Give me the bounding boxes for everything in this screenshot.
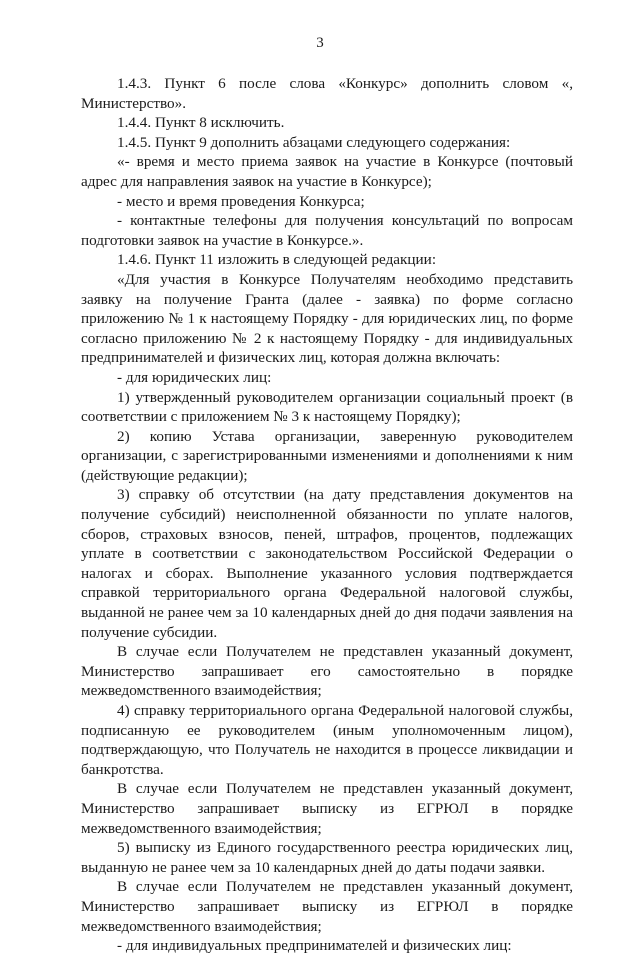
paragraph-1-4-5: 1.4.5. Пункт 9 дополнить абзацами следующего содержания: xyxy=(117,133,511,151)
paragraph-interagency-2: В случае если Получателем не представлен указанный документ, Министерство запрашивает выписку из ЕГРЮЛ в порядке межведомственного взаимодействия; xyxy=(81,780,573,837)
paragraph-1-4-4: 1.4.4. Пункт 8 исключить. xyxy=(117,114,285,132)
paragraph-1-4-6: 1.4.6. Пункт 11 изложить в следующей редакции: xyxy=(117,251,437,269)
page-number: 3 xyxy=(316,35,324,51)
list-item-1: 1) утвержденный руководителем организации социальный проект (в соответствии с приложением № 3 к настоящему Порядку); xyxy=(81,388,573,426)
list-item-3: 3) справку об отсутствии (на дату представления документов на получение субсидий) неисполненной обязанности по уплате налогов, сборов, страховых взносов, пеней, штрафов, процентов, подлежащих уплате в соответствии с законодательством Российской Федерации о налогах и сборах. Выполнение указанного условия подтверждается справкой территориального органа Федеральной налоговой службы, выданной не ранее чем за 10 календарных дней до дня подачи заявления на получение субсидии. xyxy=(81,486,573,641)
paragraph-interagency-1: В случае если Получателем не представлен указанный документ, Министерство запрашивает его самостоятельно в порядке межведомственного взаимодействия; xyxy=(81,643,573,700)
paragraph-contact-phones: - контактные телефоны для получения консультаций по вопросам подготовки заявок на участие в Конкурсе.». xyxy=(81,212,573,249)
paragraph-interagency-3: В случае если Получателем не представлен указанный документ, Министерство запрашивает выписку из ЕГРЮЛ в порядке межведомственного взаимодействия; xyxy=(81,878,573,935)
paragraph-contest-place: - место и время проведения Конкурса; xyxy=(117,192,365,210)
paragraph-participation: «Для участия в Конкурсе Получателям необходимо представить заявку на получение Гранта (далее - заявка) по форме согласно приложению № 1 к настоящему Порядку - для юридических лиц, по форме согласно приложению № 2 к настоящему Порядку - для индивидуальных предпринимателей и физических лиц, которая должна включать: xyxy=(81,270,573,367)
list-item-2: 2) копию Устава организации, заверенную руководителем организации, с зарегистрированными изменениями и дополнениями к ним (действующие редакции); xyxy=(81,427,573,484)
document-body xyxy=(81,74,573,956)
paragraph-legal-entities: - для юридических лиц: xyxy=(117,368,272,386)
list-item-5: 5) выписку из Единого государственного реестра юридических лиц, выданную не ранее чем за 10 календарных дней до даты подачи заявки. xyxy=(81,839,573,876)
list-item-4: 4) справку территориального органа Федеральной налоговой службы, подписанную ее руководителем (иным уполномоченным лицом), подтверждающую, что Получатель не находится в процессе ликвидации и банкротства. xyxy=(81,702,573,778)
paragraph-applications-place: «- время и место приема заявок на участие в Конкурсе (почтовый адрес для направления заявок на участие в Конкурсе); xyxy=(81,153,573,190)
paragraph-1-4-3: 1.4.3. Пункт 6 после слова «Конкурс» дополнить словом «, Министерство». xyxy=(81,75,573,112)
paragraph-individuals: - для индивидуальных предпринимателей и физических лиц: xyxy=(117,937,512,955)
